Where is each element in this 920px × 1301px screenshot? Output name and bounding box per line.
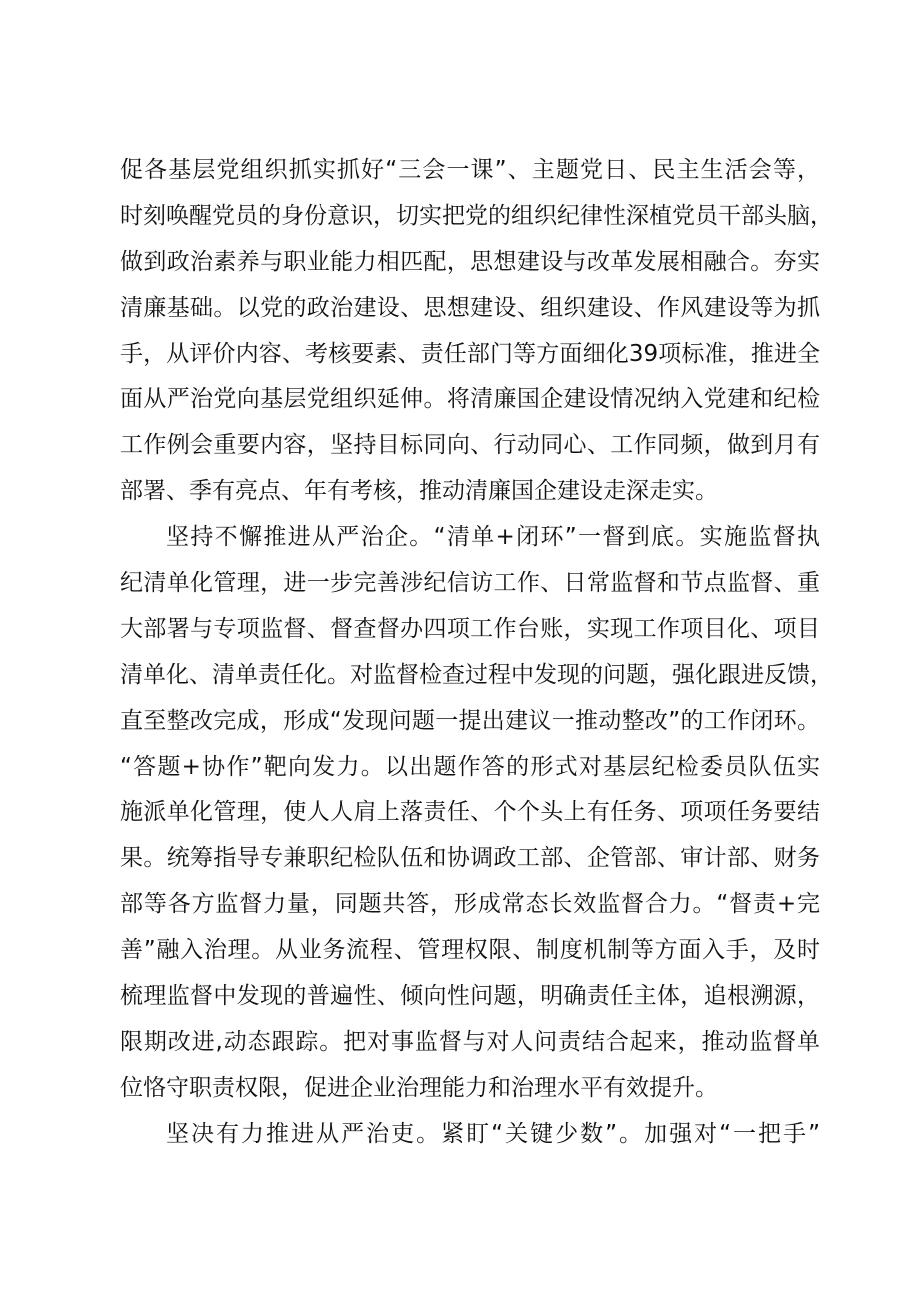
text-line: 直至整改完成，形成“发现问题一提出建议一推动整改”的工作闭环。: [120, 707, 820, 734]
text-line: 梳理监督中发现的普遍性、倾向性问题，明确责任主体，追根溯源，: [120, 983, 820, 1010]
text-line: 坚决有力推进从严治吏。紧盯“关键少数”。加强对“一把手”: [166, 1120, 820, 1147]
text-line: 限期改进,动态跟踪。把对事监督与对人问责结合起来，推动监督单: [120, 1028, 820, 1055]
text-line: “答题+协作”靶向发力。以出题作答的形式对基层纪检委员队伍实: [120, 753, 820, 780]
text-line: 清单化、清单责任化。对监督检查过程中发现的问题，强化跟进反馈，: [120, 661, 833, 688]
text-line: 部等各方监督力量，同题共答，形成常态长效监督合力。“督责+完: [120, 891, 820, 918]
text-line: 善”融入治理。从业务流程、管理权限、制度机制等方面入手，及时: [120, 937, 820, 964]
text-line: 部署、季有亮点、年有考核，推动清廉国企建设走深走实。: [120, 478, 718, 505]
text-line: 位恪守职责权限，促进企业治理能力和治理水平有效提升。: [120, 1074, 718, 1101]
text-line: 面从严治党向基层党组织延伸。将清廉国企建设情况纳入党建和纪检: [120, 386, 820, 413]
text-line: 手，从评价内容、考核要素、责任部门等方面细化39项标准，推进全: [120, 340, 820, 367]
text-line: 促各基层党组织抓实抓好“三会一课”、主题党日、民主生活会等，: [120, 157, 820, 183]
text-line: 工作例会重要内容，坚持目标同向、行动同心、工作同频，做到月有: [120, 432, 820, 459]
text-line: 果。统筹指导专兼职纪检队伍和协调政工部、企管部、审计部、财务: [120, 845, 820, 872]
text-line: 纪清单化管理，进一步完善涉纪信访工作、日常监督和节点监督、重: [120, 570, 820, 597]
document-body: [120, 148, 833, 1158]
text-line: 大部署与专项监督、督查督办四项工作台账，实现工作项目化、项目: [120, 615, 820, 642]
text-line: 时刻唤醒党员的身份意识，切实把党的组织纪律性深植党员干部头脑，: [120, 202, 833, 229]
text-line: 做到政治素养与职业能力相匹配，思想建设与改革发展相融合。夯实: [120, 248, 820, 275]
text-line: 清廉基础。以党的政治建设、思想建设、组织建设、作风建设等为抓: [120, 294, 820, 321]
text-line: 坚持不懈推进从严治企。“清单+闭环”一督到底。实施监督执: [166, 524, 820, 551]
text-line: 施派单化管理，使人人肩上落责任、个个头上有任务、项项任务要结: [120, 799, 820, 826]
